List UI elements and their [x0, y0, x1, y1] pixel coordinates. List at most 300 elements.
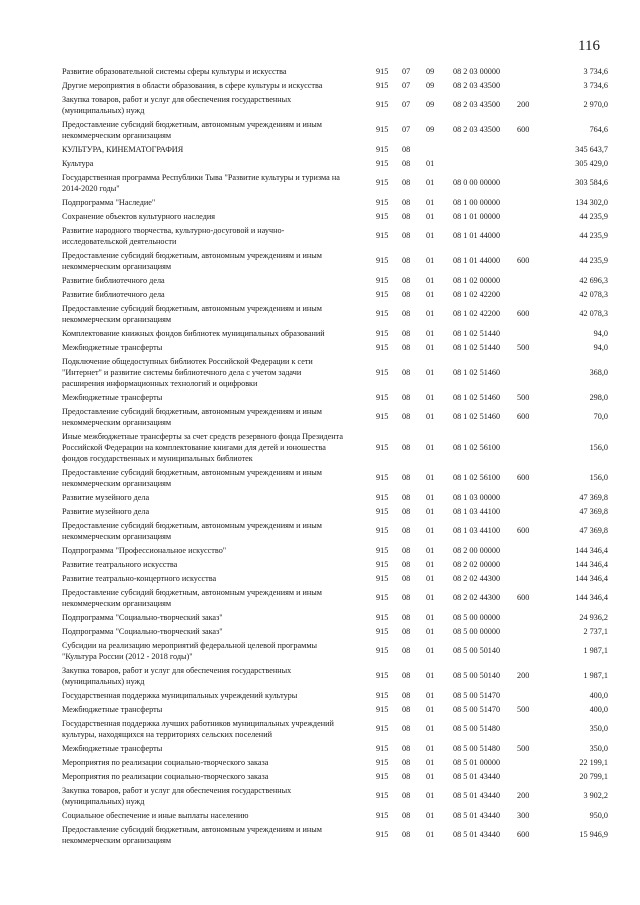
amount: 94,0	[593, 328, 608, 338]
amount: 303 584,6	[575, 178, 608, 187]
section-code: 07	[402, 80, 411, 90]
admin-code: 915	[376, 573, 389, 583]
section-code: 07	[402, 100, 411, 109]
row-description: Подпрограмма "Наследие"	[62, 197, 156, 207]
table-row	[62, 504, 610, 518]
section-code: 08	[402, 506, 411, 516]
row-description: Предоставление субсидий бюджетным, автономным учреждениям и иным некоммерческим организациям	[62, 587, 322, 608]
section-code: 08	[402, 412, 411, 421]
table-row	[62, 78, 610, 92]
amount: 134 302,0	[575, 197, 608, 207]
row-description: Развитие народного творчества, культурно-досуговой и научно- исследовательской деятельности	[62, 225, 285, 246]
target-article-code: 08 5 00 51470	[453, 690, 501, 700]
section-code: 08	[402, 178, 411, 187]
row-description: Подпрограмма "Социально-творческий заказ"	[62, 626, 223, 636]
subsection-code: 01	[426, 309, 435, 318]
amount: 3 734,6	[583, 80, 608, 90]
target-article-code: 08 5 00 00000	[453, 626, 501, 636]
table-row	[62, 557, 610, 571]
row-description: Развитие театрального искусства	[62, 559, 178, 569]
target-article-code: 08 5 01 43440	[453, 791, 501, 800]
amount: 44 235,9	[579, 256, 608, 265]
amount: 42 078,3	[579, 289, 608, 299]
subsection-code: 01	[426, 771, 435, 781]
amount: 298,0	[589, 392, 608, 402]
row-description: Развитие музейного дела	[62, 506, 150, 516]
table-row	[62, 156, 610, 170]
amount: 42 078,3	[579, 309, 608, 318]
target-article-code: 08 1 02 00000	[453, 275, 501, 285]
section-code: 08	[402, 197, 411, 207]
table-row	[62, 223, 610, 248]
table-row	[62, 755, 610, 769]
section-code: 08	[402, 830, 411, 839]
subsection-code: 01	[426, 492, 435, 502]
row-description: Межбюджетные трансферты	[62, 704, 163, 714]
admin-code: 915	[376, 506, 389, 516]
row-description: Закупка товаров, работ и услуг для обеспечения государственных (муниципальных) нужд	[62, 665, 292, 686]
table-row	[62, 340, 610, 354]
subsection-code: 09	[426, 100, 435, 109]
admin-code: 915	[376, 66, 389, 76]
section-code: 08	[402, 626, 411, 636]
table-row	[62, 585, 610, 610]
row-description: Государственная программа Республики Тыва "Развитие культуры и туризма на 2014-2020 годы"	[62, 172, 340, 193]
table-row	[62, 429, 610, 465]
amount: 350,0	[589, 724, 608, 733]
target-article-code: 08 1 01 44000	[453, 231, 501, 240]
row-description: Мероприятия по реализации социально-творческого заказа	[62, 757, 269, 767]
admin-code: 915	[376, 743, 389, 753]
table-row	[62, 741, 610, 755]
section-code: 08	[402, 526, 411, 535]
table-row	[62, 326, 610, 340]
expense-type-code: 600	[517, 593, 530, 602]
section-code: 08	[402, 743, 411, 753]
target-article-code: 08 2 02 00000	[453, 559, 501, 569]
row-description: Развитие образовательной системы сферы культуры и искусства	[62, 66, 287, 76]
row-description: Государственная поддержка муниципальных учреждений культуры	[62, 690, 298, 700]
admin-code: 915	[376, 771, 389, 781]
amount: 144 346,4	[575, 559, 608, 569]
subsection-code: 01	[426, 612, 435, 622]
row-description: Предоставление субсидий бюджетным, автономным учреждениям и иным некоммерческим организациям	[62, 250, 322, 271]
target-article-code: 08 2 03 43500	[453, 100, 501, 109]
admin-code: 915	[376, 612, 389, 622]
section-code: 07	[402, 125, 411, 134]
amount: 20 799,1	[579, 771, 608, 781]
expense-type-code: 600	[517, 125, 530, 134]
admin-code: 915	[376, 757, 389, 767]
row-description: Предоставление субсидий бюджетным, автономным учреждениям и иным некоммерческим организациям	[62, 824, 322, 845]
table-row	[62, 822, 610, 847]
row-description: Иные межбюджетные трансферты за счет средств резервного фонда Президента Российской Федерации на комплектование книгами для детей и юношества фондов государственных и муниципальных библиотек	[62, 431, 343, 463]
target-article-code: 08 5 00 51470	[453, 704, 501, 714]
table-row	[62, 702, 610, 716]
table-row	[62, 638, 610, 663]
section-code: 08	[402, 810, 411, 820]
admin-code: 915	[376, 100, 389, 109]
amount: 44 235,9	[579, 231, 608, 240]
expense-type-code: 500	[517, 743, 530, 753]
table-row	[62, 301, 610, 326]
admin-code: 915	[376, 144, 389, 154]
section-code: 08	[402, 211, 411, 221]
row-description: Подпрограмма "Социально-творческий заказ"	[62, 612, 223, 622]
subsection-code: 01	[426, 442, 435, 452]
subsection-code: 01	[426, 211, 435, 221]
section-code: 07	[402, 66, 411, 76]
admin-code: 915	[376, 125, 389, 134]
subsection-code: 01	[426, 724, 435, 733]
table-row	[62, 465, 610, 490]
row-description: Комплектование книжных фондов библиотек муниципальных образований	[62, 328, 325, 338]
table-row	[62, 92, 610, 117]
admin-code: 915	[376, 526, 389, 535]
subsection-code: 01	[426, 626, 435, 636]
table-row	[62, 117, 610, 142]
subsection-code: 09	[426, 125, 435, 134]
table-row	[62, 248, 610, 273]
expense-type-code: 600	[517, 830, 530, 839]
admin-code: 915	[376, 158, 389, 168]
table-row	[62, 716, 610, 741]
section-code: 08	[402, 442, 411, 452]
admin-code: 915	[376, 342, 389, 352]
section-code: 08	[402, 757, 411, 767]
table-row	[62, 769, 610, 783]
row-description: Закупка товаров, работ и услуг для обеспечения государственных (муниципальных) нужд	[62, 94, 292, 115]
expense-type-code: 300	[517, 810, 530, 820]
table-row	[62, 273, 610, 287]
amount: 1 987,1	[583, 671, 608, 680]
table-row	[62, 354, 610, 390]
target-article-code: 08 5 01 43440	[453, 810, 501, 820]
target-article-code: 08 1 02 51440	[453, 328, 501, 338]
table-row	[62, 287, 610, 301]
amount: 47 369,8	[579, 526, 608, 535]
subsection-code: 01	[426, 197, 435, 207]
amount: 2 737,1	[583, 626, 608, 636]
target-article-code: 08 2 00 00000	[453, 545, 501, 555]
target-article-code: 08 2 02 44300	[453, 593, 501, 602]
admin-code: 915	[376, 231, 389, 240]
section-code: 08	[402, 704, 411, 714]
expense-type-code: 600	[517, 412, 530, 421]
amount: 305 429,0	[575, 158, 608, 168]
subsection-code: 01	[426, 178, 435, 187]
amount: 47 369,8	[579, 506, 608, 516]
expense-type-code: 200	[517, 100, 530, 109]
amount: 94,0	[593, 342, 608, 352]
row-description: Межбюджетные трансферты	[62, 392, 163, 402]
target-article-code: 08 1 02 56100	[453, 442, 501, 452]
admin-code: 915	[376, 256, 389, 265]
row-description: Развитие библиотечного дела	[62, 275, 165, 285]
row-description: Другие мероприятия в области образования, в сфере культуры и искусства	[62, 80, 323, 90]
table-row	[62, 808, 610, 822]
admin-code: 915	[376, 412, 389, 421]
table-row	[62, 64, 610, 78]
target-article-code: 08 5 00 00000	[453, 612, 501, 622]
section-code: 08	[402, 612, 411, 622]
row-description: Предоставление субсидий бюджетным, автономным учреждениям и иным некоммерческим организациям	[62, 303, 322, 324]
section-code: 08	[402, 671, 411, 680]
subsection-code: 01	[426, 593, 435, 602]
subsection-code: 01	[426, 328, 435, 338]
section-code: 08	[402, 392, 411, 402]
subsection-code: 01	[426, 810, 435, 820]
expense-type-code: 500	[517, 342, 530, 352]
amount: 1 987,1	[583, 646, 608, 655]
row-description: Культура	[62, 158, 94, 168]
subsection-code: 01	[426, 412, 435, 421]
subsection-code: 01	[426, 671, 435, 680]
target-article-code: 08 5 00 51480	[453, 724, 501, 733]
row-description: Межбюджетные трансферты	[62, 342, 163, 352]
table-row	[62, 624, 610, 638]
row-description: Предоставление субсидий бюджетным, автономным учреждениям и иным некоммерческим организациям	[62, 467, 322, 488]
table-row	[62, 195, 610, 209]
page-number: 116	[578, 38, 600, 54]
amount: 368,0	[589, 367, 608, 377]
amount: 2 970,0	[583, 100, 608, 109]
admin-code: 915	[376, 473, 389, 482]
target-article-code: 08 1 02 42200	[453, 289, 501, 299]
amount: 15 946,9	[579, 830, 608, 839]
admin-code: 915	[376, 593, 389, 602]
amount: 70,0	[593, 412, 608, 421]
section-code: 08	[402, 492, 411, 502]
section-code: 08	[402, 771, 411, 781]
subsection-code: 01	[426, 342, 435, 352]
table-row	[62, 783, 610, 808]
table-row	[62, 543, 610, 557]
section-code: 08	[402, 144, 411, 154]
admin-code: 915	[376, 559, 389, 569]
row-description: Межбюджетные трансферты	[62, 743, 163, 753]
subsection-code: 09	[426, 80, 435, 90]
section-code: 08	[402, 309, 411, 318]
amount: 400,0	[589, 690, 608, 700]
row-description: Закупка товаров, работ и услуг для обеспечения государственных (муниципальных) нужд	[62, 785, 292, 806]
subsection-code: 01	[426, 646, 435, 655]
admin-code: 915	[376, 328, 389, 338]
target-article-code: 08 2 02 44300	[453, 573, 501, 583]
section-code: 08	[402, 328, 411, 338]
amount: 345 643,7	[575, 144, 608, 154]
admin-code: 915	[376, 211, 389, 221]
admin-code: 915	[376, 830, 389, 839]
row-description: Подключение общедоступных библиотек Российской Федерации к сети "Интернет" и развитие системы библиотечного дела с учетом задачи расширения информационных технологий и оцифровки	[62, 356, 313, 388]
subsection-code: 01	[426, 158, 435, 168]
subsection-code: 01	[426, 559, 435, 569]
target-article-code: 08 1 03 44100	[453, 526, 501, 535]
row-description: Сохранение объектов культурного наследия	[62, 211, 216, 221]
expense-type-code: 600	[517, 526, 530, 535]
target-article-code: 08 5 00 50140	[453, 671, 501, 680]
expense-type-code: 600	[517, 256, 530, 265]
target-article-code: 08 2 03 43500	[453, 80, 501, 90]
section-code: 08	[402, 690, 411, 700]
row-description: Предоставление субсидий бюджетным, автономным учреждениям и иным некоммерческим организациям	[62, 520, 322, 541]
section-code: 08	[402, 289, 411, 299]
table-row	[62, 571, 610, 585]
admin-code: 915	[376, 275, 389, 285]
section-code: 08	[402, 342, 411, 352]
amount: 764,6	[589, 125, 608, 134]
section-code: 08	[402, 231, 411, 240]
amount: 3 734,6	[583, 66, 608, 76]
target-article-code: 08 1 01 00000	[453, 211, 501, 221]
row-description: Субсидии на реализацию мероприятий федеральной целевой программы "Культура России (2012 - 2018 годы)"	[62, 640, 318, 661]
subsection-code: 01	[426, 791, 435, 800]
table-row	[62, 688, 610, 702]
table-row	[62, 490, 610, 504]
table-row	[62, 404, 610, 429]
section-code: 08	[402, 473, 411, 482]
row-description: Мероприятия по реализации социально-творческого заказа	[62, 771, 269, 781]
subsection-code: 01	[426, 367, 435, 377]
table-row	[62, 610, 610, 624]
subsection-code: 01	[426, 743, 435, 753]
amount: 144 346,4	[575, 545, 608, 555]
amount: 24 936,2	[579, 612, 608, 622]
amount: 950,0	[589, 810, 608, 820]
target-article-code: 08 1 00 00000	[453, 197, 501, 207]
section-code: 08	[402, 545, 411, 555]
section-code: 08	[402, 573, 411, 583]
section-code: 08	[402, 724, 411, 733]
expense-type-code: 200	[517, 671, 530, 680]
table-row	[62, 390, 610, 404]
section-code: 08	[402, 256, 411, 265]
expense-type-code: 600	[517, 473, 530, 482]
section-code: 08	[402, 367, 411, 377]
amount: 144 346,4	[575, 593, 608, 602]
section-code: 08	[402, 791, 411, 800]
target-article-code: 08 1 01 44000	[453, 256, 501, 265]
admin-code: 915	[376, 724, 389, 733]
admin-code: 915	[376, 197, 389, 207]
amount: 44 235,9	[579, 211, 608, 221]
admin-code: 915	[376, 671, 389, 680]
row-description: Развитие театрально-концертного искусства	[62, 573, 217, 583]
amount: 144 346,4	[575, 573, 608, 583]
admin-code: 915	[376, 367, 389, 377]
target-article-code: 08 5 00 50140	[453, 646, 501, 655]
row-description: КУЛЬТУРА, КИНЕМАТОГРАФИЯ	[62, 144, 184, 154]
target-article-code: 08 1 02 51460	[453, 392, 501, 402]
expense-type-code: 200	[517, 791, 530, 800]
row-description: Развитие библиотечного дела	[62, 289, 165, 299]
admin-code: 915	[376, 392, 389, 402]
subsection-code: 01	[426, 757, 435, 767]
target-article-code: 08 0 00 00000	[453, 178, 501, 187]
row-description: Предоставление субсидий бюджетным, автономным учреждениям и иным некоммерческим организациям	[62, 406, 322, 427]
target-article-code: 08 1 02 51460	[453, 412, 501, 421]
target-article-code: 08 2 03 43500	[453, 125, 501, 134]
amount: 350,0	[589, 743, 608, 753]
subsection-code: 01	[426, 473, 435, 482]
subsection-code: 01	[426, 256, 435, 265]
admin-code: 915	[376, 810, 389, 820]
target-article-code: 08 5 00 51480	[453, 743, 501, 753]
target-article-code: 08 1 02 42200	[453, 309, 501, 318]
expense-type-code: 600	[517, 309, 530, 318]
subsection-code: 01	[426, 690, 435, 700]
target-article-code: 08 5 01 00000	[453, 757, 501, 767]
table-row	[62, 170, 610, 195]
admin-code: 915	[376, 309, 389, 318]
table-row	[62, 663, 610, 688]
amount: 156,0	[589, 473, 608, 482]
target-article-code: 08 1 03 00000	[453, 492, 501, 502]
amount: 400,0	[589, 704, 608, 714]
table-row	[62, 209, 610, 223]
subsection-code: 01	[426, 830, 435, 839]
target-article-code: 08 1 03 44100	[453, 506, 501, 516]
admin-code: 915	[376, 492, 389, 502]
subsection-code: 01	[426, 289, 435, 299]
subsection-code: 01	[426, 231, 435, 240]
subsection-code: 01	[426, 392, 435, 402]
subsection-code: 01	[426, 545, 435, 555]
expense-type-code: 500	[517, 392, 530, 402]
admin-code: 915	[376, 626, 389, 636]
subsection-code: 01	[426, 526, 435, 535]
amount: 47 369,8	[579, 492, 608, 502]
target-article-code: 08 1 02 51440	[453, 342, 501, 352]
target-article-code: 08 1 02 51460	[453, 367, 501, 377]
section-code: 08	[402, 275, 411, 285]
amount: 3 902,2	[583, 791, 608, 800]
budget-table	[62, 64, 610, 847]
section-code: 08	[402, 593, 411, 602]
admin-code: 915	[376, 80, 389, 90]
admin-code: 915	[376, 704, 389, 714]
row-description: Социальное обеспечение и иные выплаты населению	[62, 810, 249, 820]
row-description: Развитие музейного дела	[62, 492, 150, 502]
expense-type-code: 500	[517, 704, 530, 714]
subsection-code: 01	[426, 573, 435, 583]
row-description: Государственная поддержка лучших работников муниципальных учреждений культуры, находящихся на территориях сельских поселений	[62, 718, 334, 739]
subsection-code: 01	[426, 506, 435, 516]
subsection-code: 01	[426, 704, 435, 714]
admin-code: 915	[376, 289, 389, 299]
admin-code: 915	[376, 646, 389, 655]
row-description: Подпрограмма "Профессиональное искусство"	[62, 545, 227, 555]
amount: 42 696,3	[579, 275, 608, 285]
admin-code: 915	[376, 545, 389, 555]
admin-code: 915	[376, 178, 389, 187]
section-code: 08	[402, 646, 411, 655]
table-row	[62, 142, 610, 156]
amount: 22 199,1	[579, 757, 608, 767]
amount: 156,0	[589, 442, 608, 452]
admin-code: 915	[376, 442, 389, 452]
row-description: Предоставление субсидий бюджетным, автономным учреждениям и иным некоммерческим организациям	[62, 119, 322, 140]
target-article-code: 08 1 02 56100	[453, 473, 501, 482]
admin-code: 915	[376, 690, 389, 700]
target-article-code: 08 2 03 00000	[453, 66, 501, 76]
section-code: 08	[402, 158, 411, 168]
target-article-code: 08 5 01 43440	[453, 771, 501, 781]
admin-code: 915	[376, 791, 389, 800]
section-code: 08	[402, 559, 411, 569]
subsection-code: 09	[426, 66, 435, 76]
subsection-code: 01	[426, 275, 435, 285]
